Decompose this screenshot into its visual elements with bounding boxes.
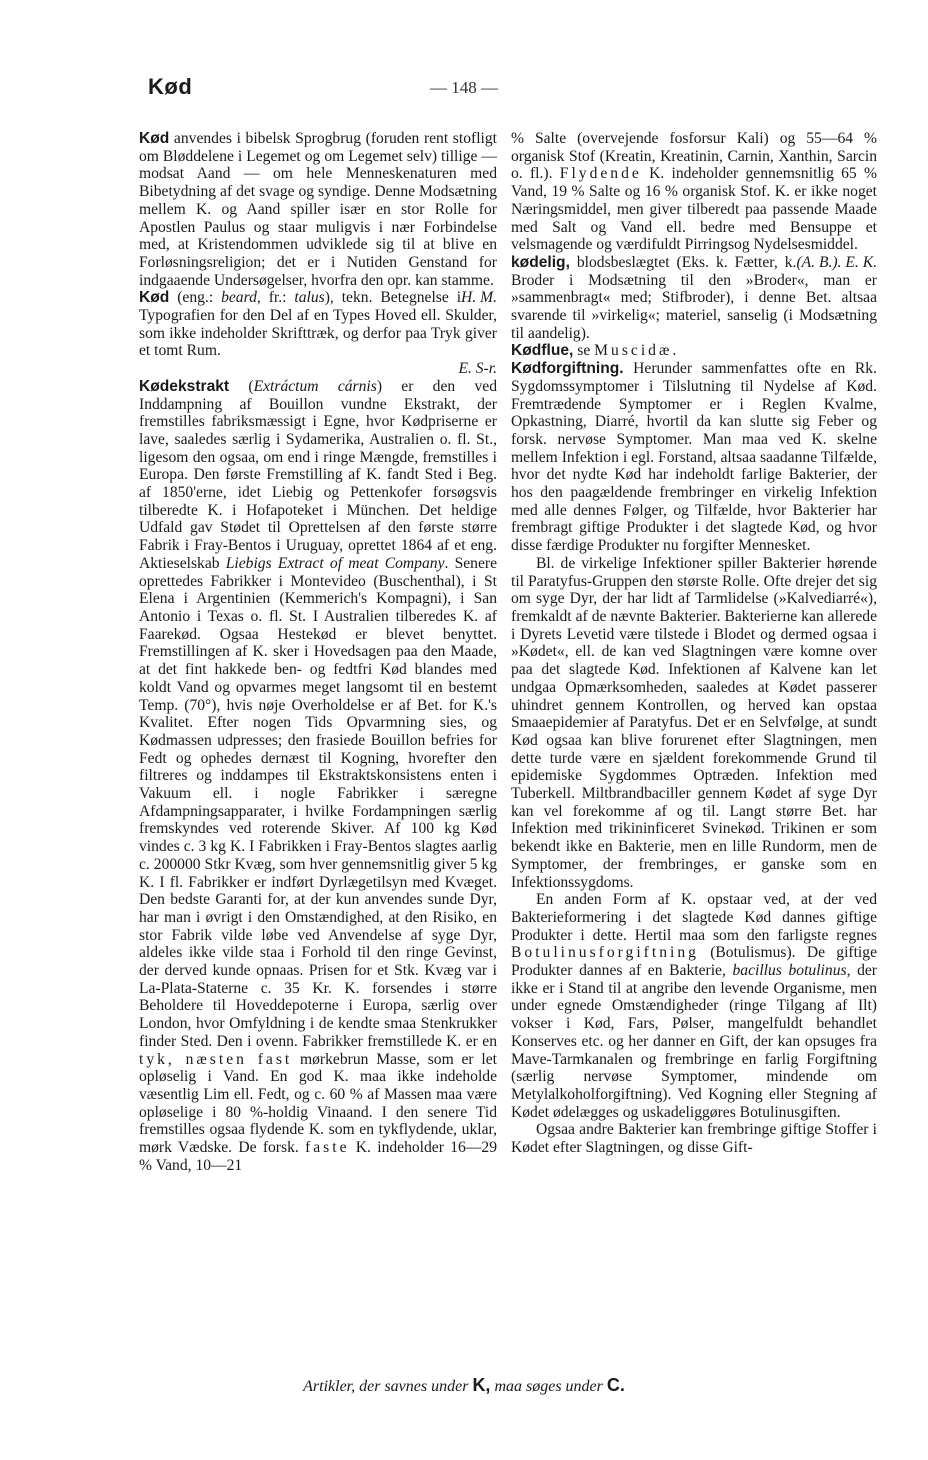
entry-text: (Botulismus). De giftige Produkter dannes af en Bakterie,	[511, 944, 877, 980]
page-header	[148, 74, 780, 104]
entry-lemma: Kød	[139, 130, 170, 147]
entry-lemma: Kødflue,	[511, 342, 574, 360]
entry-lemma: Kødforgiftning.	[511, 360, 624, 378]
entry-text-spaced: Botulinusforgiftning	[511, 944, 699, 962]
entry-text: , fr.:	[256, 289, 295, 307]
entry-text-spaced: Flydende	[559, 165, 642, 183]
entry-text: % Salte (overvejende fosforsur Kali) og 55—64 % organisk Stof (Kreatin, Kreatinin, Carnin, Xanthin, Sarcin o. fl.).	[511, 130, 877, 183]
author-signature: E. S-r.	[458, 360, 497, 378]
entry-text: Herunder sammenfattes ofte en Rk. Sygdomssymptomer i Tilslutning til Nydelse af Kød. Fremtrædende Symptomer er i Reglen Kvalme, Opkastning, Diarré, hvortil da kan slutte sig Feber og forsk. nervøse Symptomer. Man maa ved K. skelne mellem Infektion i egl. Forstand, altsaa saadanne Tilfælde, hvor det nydte Kød har indeholdt farlige Bakterier, der hos den paagældende frembringer en virkelig Infektion med alle dennes Følger, og Tilfælde, hvor Bakterier har frembragt giftige Produkter i det slagtede Kød, og hvor disse færdige Produkter nu forgifter Mennesket.	[511, 360, 877, 555]
entry-kod-typografi	[139, 289, 497, 378]
entry-text: ), tekn. Betegnelse i Typografien for den Del af en Types Hoved ell. Skulder, som ikke indeholder Skrifttræk, og derfor paa Tryk giver et tomt Rum.	[139, 289, 497, 360]
entry-text-spaced: faste	[305, 1139, 350, 1157]
entry-text: (eng.:	[169, 289, 222, 307]
entry-text-italic: beard	[221, 289, 257, 307]
entry-kodflue	[511, 342, 877, 360]
cross-reference: Muscidæ	[594, 342, 673, 360]
entry-text: blodsbeslægtet (Eks. k. Fætter, k. Broder i Modsætning til den »Broder«, man er »sammenbragt« med; Stifbroder), i denne Bet. altsaa svarende til »virkelig«; materiel, sanselig (i Modsætning til aandelig).	[511, 253, 877, 342]
entry-text: anvendes i bibelsk Sprogbrug (foruden rent stofligt om Bløddelene i Legemet og om Legemet selv) tillige — modsat Aand — om hele Menneskenaturen med Bibetydning af det svage og syndige. Denne Modsætning mellem K. og Aand spiller især en stor Rolle for Apostlen Paulus og staar muligvis i nær Forbindelse med, at Kristendommen udviklede sig til at blive en Forløsningsreligion; det er i Nutiden Genstand for indgaaende Undersøgelser, hvorfra den opr. kan stamme.	[139, 130, 497, 289]
right-column	[511, 130, 877, 1157]
footer-letter: K,	[472, 1375, 491, 1395]
entry-text: mørkebrun Masse, som er let opløselig i Vand. En god K. maa ikke indeholde væsentlig Lim ell. Fedt, og c. 60 % af Massen maa være opløselige i 80 %-holdig Vinaand. I den senere Tid fremstilles ogsaa flydende K. som en tykflydende, uklar, mørk Vædske. De forsk.	[139, 1050, 497, 1157]
entry-text: ) er den ved Inddampning af Bouillon vundne Ekstrakt, der fremstilles fabriksmæssigt i Egne, hvor Kødpriserne er lave, saaledes særlig i Sydamerika, Australien o. fl. St., ligesom den ogsaa, om end i ringe Mængde, fremstilles i Europa. Den første Fremstilling af K. fandt Sted i Beg. af 1850'erne, idet Liebig og Pettenkofer forsøgsvis tilberedte K. i Hofapoteket i München. Det heldige Udfald gav Stødet til Oprettelsen af den første større Fabrik i Fray-Bentos i Uruguay, oprettet 1864 af et eng. Aktieselskab	[139, 377, 497, 572]
entry-text: En anden Form af K. opstaar ved, at der ved Bakterieformering i det slagtede Kød dannes giftige Produkter i dette. Hertil maa som den farligste regnes	[511, 891, 877, 944]
footer-text: Artikler, der savnes under	[303, 1378, 473, 1395]
footer-text: maa søges under	[490, 1378, 607, 1395]
entry-text: .	[672, 342, 677, 360]
running-head-word: Kød	[148, 74, 193, 99]
entry-text: K. indeholder gennemsnitlig 65 % Vand, 19 % Salte og 16 % organisk Stof. K. er ikke noget Næringsmiddel, men giver tilberedt paa passende Maade med Salt og Vand ell. bedre med Bensuppe et velsmagende og værdifuldt Pirringsog Nydelsesmiddel.	[511, 165, 877, 254]
paragraph-andre-bakterier: Ogsaa andre Bakterier kan frembringe giftige Stoffer i Kødet efter Slagtningen, og disse Gift-	[511, 1121, 877, 1157]
entry-text-italic: Liebigs Extract of meat Company	[225, 554, 445, 572]
left-column	[139, 130, 497, 1174]
entry-lemma: kødelig,	[511, 253, 570, 271]
paragraph-botulinus	[511, 891, 877, 1121]
author-signature: H. M.	[461, 289, 497, 307]
entry-text: se	[573, 342, 595, 360]
author-signature: (A. B.). E. K.	[796, 253, 877, 271]
entry-lemma: Kød	[139, 289, 170, 307]
entry-text: (	[229, 377, 254, 395]
footer-note	[0, 1375, 928, 1396]
footer-letter: C.	[606, 1375, 625, 1395]
entry-kodforgiftning	[511, 360, 877, 555]
entry-text-italic: Extráctum cárnis	[253, 377, 377, 395]
entry-text-italic: talus	[294, 289, 325, 307]
page-number: — 148 —	[430, 78, 498, 97]
entry-text-italic: bacillus botulinus	[732, 962, 847, 980]
paragraph-infektioner: Bl. de virkelige Infektioner spiller Bakterier hørende til Paratyfus-Gruppen den største Rolle. Ofte drejer det sig om syge Dyr, der har lidt af Tarmlidelse (»Kalvediarré«), fremkaldt af de nævnte Bakterier. Bakterierne kan allerede i Dyrets Levetid være tilstede i Blodet og dermed ogsaa i »Kødet«, ell. de kan ved Slagtningen være komne over paa det slagtede Kød. Infektionen af Kalvene kan let undgaa Opmærksomheden, saaledes at Kødet passerer uhindret gennem Kontrollen, og herved kan opstaa Smaaepidemier af Paratyfus. Det er en Selvfølge, at sundt Kød ogsaa kan blive forurenet efter Slagtningen, men dette turde være en sjældent forekommende Grund til epidemiske Sygdommes Optræden. Infektion med Tuberkell. Miltbrandbaciller gennem Kødet af syge Dyr kan vel forekomme af og til. Langt større Bet. har Infektion med trikininficeret Svinekød. Trikinen er som bekendt ikke en Bakterie, men en lille Rundorm, men de Symptomer, der frembringes, er ganske som en Infektionssygdoms.	[511, 554, 877, 891]
entry-text: , der ikke er i Stand til at angribe den levende Organisme, men under egnede Omstændigheder (ringe Tilgang af Ilt) vokser i Kød, Fars, Pølser, mangelfuldt behandlet Konserves etc. og her danner en Gift, der kan opsuges fra Mave-Tarmkanalen og frembringe en farlig Forgiftning (særlig nervøse Symptomer, mindende om Metylalkoholforgiftning). Ved Kogning eller Stegning af Kødet ødelægges og uskadeliggøres Botulinusgiften.	[511, 962, 878, 1121]
entry-lemma: Kødekstrakt	[139, 377, 230, 395]
entry-kodekstrakt	[139, 378, 497, 1175]
entry-text: . Senere oprettedes Fabrikker i Montevideo (Buschenthal), i St Elena i Argentinien (Kemmerich's Kompagni), i San Antonio i Texas o. fl. St. I Australien tilberedes K. af Faarekød. Ogsaa Hestekød er blevet benyttet. Fremstillingen af K. sker i Hovedsagen paa den Maade, at det fint hakkede ben- og fedtfri Kød blandes med koldt Vand og opvarmes meget langsomt til en bestemt Temp. (70°), hvis nøje Overholdelse er af Bet. for K.'s Kvalitet. Efter nogen Tids Opvarmning sies, og Kødmassen udpresses; den frasiede Bouillon befries for Fedt og ophedes dernæst til Kogning, hvorefter den filtreres og inddampes til Ekstraktskonsistens enten i Vakuum ell. i nogle Fabrikker i særegne Afdampningsapparater, i hvilke Fordampningen særlig fremskyndes ved roterende Skiver. Af 100 kg Kød vindes c. 3 kg K. I Fabrikken i Fray-Bentos slagtes aarlig c. 200000 Stkr Kvæg, som hver gennemsnitlig giver 5 kg K. I fl. Fabrikker er indført Dyrlægetilsyn med Kvæget. Den bedste Garanti for, at der kun anvendes sunde Dyr, har man i øvrigt i den Omstændighed, at den Risiko, en stor Fabrik vilde løbe ved Anvendelse af syge Dyr, aldeles ikke vilde staa i Forhold til den ringe Gevinst, der derved kunde opnaas. Prisen for et Stk. Kvæg var i La-Plata-Staterne c. 35 Kr. K. forsendes i større Beholdere til Hoveddepoterne i Europa, særlig over London, hvor Omfyldning i de kendte smaa Stenkrukker finder Sted. Den i ovenn. Fabrikker fremstillede K. er en	[139, 554, 497, 1050]
entry-text: K. indeholder 16—29 % Vand, 10—21	[139, 1139, 497, 1174]
entry-text-spaced: tyk, næsten fast	[139, 1050, 293, 1068]
